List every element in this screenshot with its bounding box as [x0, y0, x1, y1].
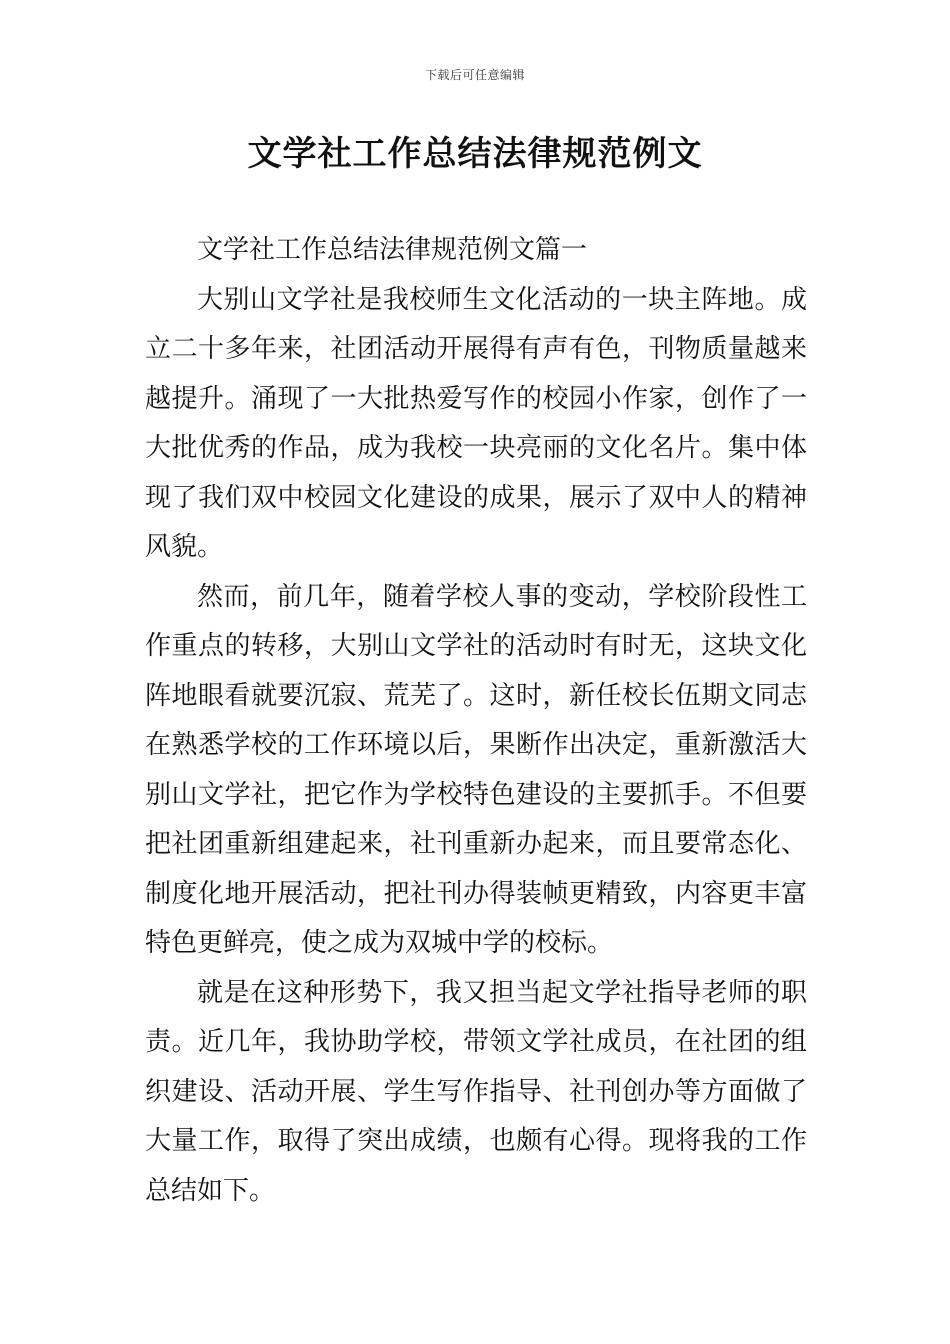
paragraph: 大别山文学社是我校师生文化活动的一块主阵地。成立二十多年来，社团活动开展得有声有色，刊物质量越来越提升。涌现了一大批热爱写作的校园小作家，创作了一大批优秀的作品，成为我校一块亮丽的文化名片。集中体现了我们双中校园文化建设的成果，展示了双中人的精神风貌。 [145, 284, 807, 562]
document-body [145, 226, 807, 1216]
paragraph: 就是在这种形势下，我又担当起文学社指导老师的职责。近几年，我协助学校，带领文学社成员，在社团的组织建设、活动开展、学生写作指导、社刊创办等方面做了大量工作，取得了突出成绩，也颇有心得。现将我的工作总结如下。 [145, 977, 807, 1206]
section-heading: 文学社工作总结法律规范例文篇一 [197, 235, 588, 265]
paragraph: 然而，前几年，随着学校人事的变动，学校阶段性工作重点的转移，大别山文学社的活动时有时无，这块文化阵地眼看就要沉寂、荒芜了。这时，新任校长伍期文同志在熟悉学校的工作环境以后，果断作出决定，重新激活大别山文学社，把它作为学校特色建设的主要抓手。不但要把社团重新组建起来，社刊重新办起来，而且要常态化、制度化地开展活动，把社刊办得装帧更精致，内容更丰富特色更鲜亮，使之成为双城中学的校标。 [145, 581, 807, 958]
document-title: 文学社工作总结法律规范例文 [247, 134, 703, 174]
header-note: 下载后可任意编辑 [424, 68, 525, 82]
